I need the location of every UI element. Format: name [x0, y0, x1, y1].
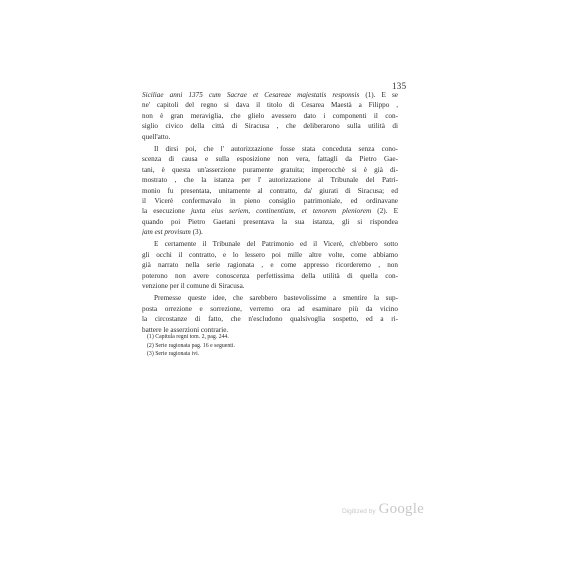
- text-line: posta orrezione e sorrezione, verremo ora ad esaminare più da vicino: [142, 304, 398, 313]
- text-line: poterono non avere conoscenza perfettissima della utilità di quella con-: [142, 271, 398, 280]
- text-line: il Vicerè confermavalo in pieno consiglio patrimoniale, ed ordinavane: [142, 196, 398, 205]
- text-line: battere le asserzioni contrarie.: [142, 325, 229, 334]
- footnote: (1) Capitula regni tom. 2, pag. 244.: [147, 334, 229, 340]
- text-line: la circostanze di fatto, che n'escludono qualsivoglia sospetto, ed a ri-: [142, 315, 398, 324]
- latin-phrase: jam est provisum: [142, 228, 191, 237]
- google-logo: Google: [378, 501, 424, 517]
- text-line: la esecuzione juxta eius seriem, continentiam, et tenorem pleniorem (2). E: [142, 207, 398, 216]
- text-line: scenza di causa e sulla esposizione non vera, fattagli da Pietro Gae-: [142, 155, 398, 164]
- text-line: siglio civico della città di Siracusa , che deliberarono sulla utilità di: [142, 122, 398, 131]
- text-line: già narrato nella serie ragionata , e come appresso ricorderemo , non: [142, 261, 398, 270]
- text-line: monio fu presentata, unitamente al contratto, da' giurati di Siracusa; ed: [142, 186, 398, 195]
- body-text: [142, 90, 398, 335]
- text-line: gli occhi il contratto, e lo lessero poi mille altre volte, come abbiamo: [142, 250, 398, 259]
- text-line: ne' capitoli del regno si dava il titolo di Cesarea Maestà a Filippo ,: [142, 101, 398, 110]
- text-line: non è gran meraviglia, che glielo avessero dato i componenti il con-: [142, 111, 398, 120]
- page-number: 135: [392, 81, 407, 91]
- footnotes: [147, 333, 347, 359]
- text-line: tani, è questa un'asserzione puramente gratuita; imperocchè si è già di-: [142, 165, 398, 174]
- footnote: (2) Serie ragionata pag. 16 e seguenti.: [147, 342, 235, 349]
- watermark-prefix: Digitized by: [342, 508, 376, 515]
- text-line: E certamente il Tribunale del Patrimonio ed il Vicerè, ch'ebbero sotto: [154, 240, 398, 249]
- digitized-watermark: [342, 501, 424, 518]
- text-line: Siciliae anni 1375 cum Sacrae et Cesareae majestatis responsis (1). E se: [142, 91, 398, 99]
- text-line: mostrato , che la istanza per l' autorizzazione al Tribunale del Patri-: [142, 176, 398, 185]
- text-line: venzione per il comune di Siracusa.: [142, 282, 245, 291]
- footnote: (3) Serie ragionata ivi.: [147, 351, 200, 358]
- latin-phrase: juxta eius seriem, continentiam, et tenorem pleniorem: [190, 207, 372, 216]
- text-line: quell'atto.: [142, 132, 171, 141]
- text-line: quando poi Pietro Gaetani presentava la sua istanza, gli si rispondea: [142, 217, 398, 226]
- text-line: jam est provisum (3).: [142, 228, 203, 237]
- latin-phrase: Siciliae anni 1375 cum Sacrae et Cesareae majestatis responsis: [142, 91, 360, 99]
- text-line: Il dirsi poi, che l' autorizzazione fosse stata conceduta senza cono-: [154, 144, 398, 153]
- text-line: Premesse queste idee, che sarebbero bastevolissime a smentire la sup-: [154, 294, 398, 303]
